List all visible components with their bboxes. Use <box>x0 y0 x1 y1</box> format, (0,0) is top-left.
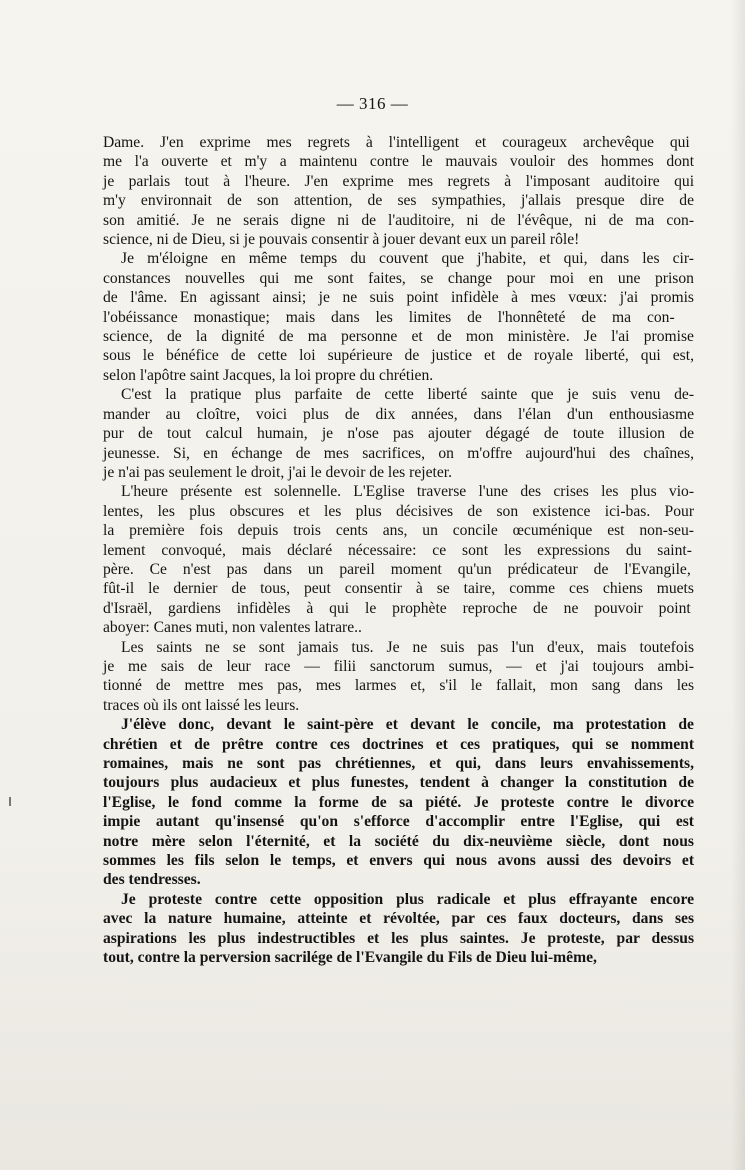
text-line: Je m'éloigne en même temps du couvent que j'habite, et qui, dans les cir- <box>121 250 694 268</box>
text-line: impie autant qu'insensé qu'on s'efforce d'accomplir entre l'Eglise, qui est <box>103 813 694 831</box>
text-line: je n'ai pas seulement le droit, j'ai le devoir de les rejeter. <box>103 463 452 481</box>
text-line: science, ni de Dieu, si je pouvais consentir à jouer devant eux un pareil rôle! <box>103 231 580 249</box>
text-line: jeunesse. Si, en échange de mes sacrifices, on m'offre aujourd'hui des chaînes, <box>103 444 695 462</box>
text-line: constances nouvelles qui me sont faites, se change pour moi en une prison <box>103 269 694 287</box>
text-line: lement convoqué, mais déclaré nécessaire: ce sont les expressions du saint- <box>103 541 692 559</box>
body-text <box>103 133 694 967</box>
text-line: romaines, mais ne sont pas chrétiennes, et qui, dans leurs envahissements, <box>103 755 694 772</box>
text-line: Je proteste contre cette opposition plus radicale et plus effrayante encore <box>121 890 695 908</box>
text-line: Les saints ne se sont jamais tus. Je ne suis pas l'un d'eux, mais toutefois <box>121 638 695 656</box>
page-number: — 316 — <box>336 94 409 113</box>
text-line: l'obéissance monastique; mais dans les limites de l'honnêteté de ma con- <box>103 308 675 326</box>
text-line: tionné de mettre mes pas, mes larmes et, s'il le fallait, mon sang dans les <box>103 677 695 695</box>
paragraph <box>103 133 694 249</box>
text-line: sous le bénéfice de cette loi supérieure de justice et de royale liberté, qui est, <box>103 347 694 365</box>
text-line: pur de tout calcul humain, je n'ose pas ajouter dégagé de toute illusion de <box>103 425 695 443</box>
page-edge-shadow <box>731 0 745 1170</box>
text-line: m'y environnait de son attention, de ses sympathies, j'allais presque dire de <box>103 192 695 210</box>
text-line: je me sais de leur race — filii sanctorum sumus, — et j'ai toujours ambi- <box>103 657 694 675</box>
text-line: de l'âme. En agissant ainsi; je ne suis point infidèle à mes vœux: j'ai promis <box>103 289 694 307</box>
text-line: J'élève donc, devant le saint-père et devant le concile, ma protestation de <box>121 716 694 734</box>
text-line: mander au cloître, voici plus de dix années, dans l'élan d'un enthousiasme <box>103 405 695 423</box>
paragraph <box>103 249 694 385</box>
text-line: la première fois depuis trois cents ans, un concile œcuménique est non-seu- <box>103 522 694 540</box>
text-line: selon l'apôtre saint Jacques, la loi propre du chrétien. <box>103 366 434 384</box>
text-line: Dame. J'en exprime mes regrets à l'intelligent et courageux archevêque qui <box>103 134 690 151</box>
text-line: je parlais tout à l'heure. J'en exprime mes regrets à l'imposant auditoire qui <box>103 172 695 190</box>
paragraph <box>103 482 694 637</box>
text-line: chrétien et de prêtre contre ces doctrines et ces pratiques, qui se nomment <box>103 735 695 753</box>
text-line: notre mère selon l'éternité, et la société du dix-neuvième siècle, dont nous <box>103 832 694 850</box>
text-line: père. Ce n'est pas dans un pareil moment qu'un prédicateur de l'Evangile, <box>103 560 691 578</box>
text-line: tout, contre la perversion sacrilége de l'Evangile du Fils de Dieu lui-même, <box>103 949 597 967</box>
text-line: me l'a ouverte et m'y a maintenu contre le mauvais vouloir des hommes dont <box>103 153 695 171</box>
paragraph <box>103 638 694 716</box>
text-line: l'Eglise, le fond comme la forme de sa piété. Je proteste contre le divorce <box>103 793 695 811</box>
text-line: toujours plus audacieux et plus funestes, tendent à changer la constitution de <box>103 774 694 792</box>
text-line: son amitié. Je ne serais digne ni de l'auditoire, ni de l'évêque, ni de ma con- <box>103 211 695 229</box>
paragraph <box>103 385 694 482</box>
text-line: des tendresses. <box>103 871 201 889</box>
text-line: traces où ils ont laissé les leurs. <box>103 696 300 714</box>
text-line: L'heure présente est solennelle. L'Eglise traverse l'une des crises les plus vio- <box>121 483 695 501</box>
text-line: fût-il le dernier de tous, peut consentir à se taire, comme ces chiens muets <box>103 580 694 598</box>
text-line: avec la nature humaine, atteinte et révoltée, par ces faux docteurs, dans ses <box>103 910 695 928</box>
text-line: d'Israël, gardiens infidèles à qui le prophète reproche de ne pouvoir point <box>103 599 691 617</box>
margin-mark <box>9 797 11 806</box>
paragraph <box>103 715 694 890</box>
text-line: aspirations les plus indestructibles et les plus saintes. Je proteste, par dessus <box>103 929 695 947</box>
text-line: aboyer: Canes muti, non valentes latrare.. <box>103 619 362 637</box>
text-line: science, de la dignité de ma personne et de mon ministère. Je l'ai promise <box>103 328 694 346</box>
text-line: sommes les fils selon le temps, et envers qui nous avons aussi des devoirs et <box>103 852 695 870</box>
paragraph <box>103 890 694 968</box>
text-line: lentes, les plus obscures et les plus décisives de son existence ici-bas. Pour <box>103 502 695 520</box>
text-line: C'est la pratique plus parfaite de cette liberté sainte que je suis venu de- <box>121 386 695 404</box>
